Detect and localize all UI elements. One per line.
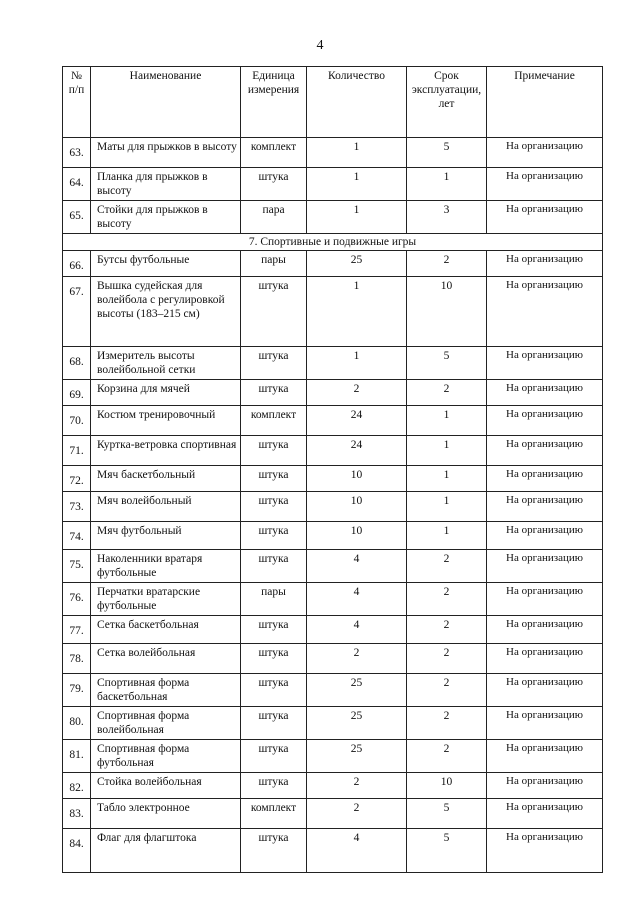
table-row	[63, 829, 603, 873]
row-number: 71.	[63, 436, 91, 466]
row-number: 66.	[63, 251, 91, 277]
row-number: 64.	[63, 168, 91, 201]
item-name: Табло электронное	[91, 799, 241, 829]
term-cell: 10	[407, 773, 487, 799]
note-cell: На организацию	[487, 138, 603, 168]
item-name: Планка для прыжков в высоту	[91, 168, 241, 201]
row-number: 72.	[63, 466, 91, 492]
quantity-cell: 25	[307, 707, 407, 740]
item-name: Наколенники вратаря футбольные	[91, 550, 241, 583]
row-number: 63.	[63, 138, 91, 168]
row-number: 68.	[63, 347, 91, 380]
quantity-cell: 25	[307, 251, 407, 277]
table-row	[63, 740, 603, 773]
unit-cell: пары	[241, 251, 307, 277]
table-row	[63, 550, 603, 583]
unit-cell: штука	[241, 616, 307, 644]
term-cell: 2	[407, 251, 487, 277]
term-cell: 2	[407, 380, 487, 406]
quantity-cell: 10	[307, 466, 407, 492]
table-body-games	[63, 251, 603, 873]
item-name: Спортивная форма волейбольная	[91, 707, 241, 740]
table-row	[63, 380, 603, 406]
unit-cell: пара	[241, 201, 307, 234]
term-cell: 1	[407, 436, 487, 466]
term-cell: 5	[407, 347, 487, 380]
row-number: 69.	[63, 380, 91, 406]
item-name: Бутсы футбольные	[91, 251, 241, 277]
table-row	[63, 466, 603, 492]
term-cell: 2	[407, 644, 487, 674]
unit-cell: штука	[241, 380, 307, 406]
unit-cell: штука	[241, 550, 307, 583]
note-cell: На организацию	[487, 492, 603, 522]
note-cell: На организацию	[487, 251, 603, 277]
table-row	[63, 168, 603, 201]
table-row	[63, 644, 603, 674]
row-number: 83.	[63, 799, 91, 829]
quantity-cell: 4	[307, 616, 407, 644]
quantity-cell: 1	[307, 347, 407, 380]
term-cell: 5	[407, 799, 487, 829]
item-name: Мяч баскетбольный	[91, 466, 241, 492]
unit-cell: штука	[241, 347, 307, 380]
item-name: Корзина для мячей	[91, 380, 241, 406]
table-section	[63, 234, 603, 251]
item-name: Спортивная форма баскетбольная	[91, 674, 241, 707]
row-number: 67.	[63, 277, 91, 347]
note-cell: На организацию	[487, 380, 603, 406]
quantity-cell: 2	[307, 799, 407, 829]
table-row	[63, 799, 603, 829]
note-cell: На организацию	[487, 616, 603, 644]
item-name: Стойка волейбольная	[91, 773, 241, 799]
row-number: 77.	[63, 616, 91, 644]
col-header-term: Срок эксплуатации, лет	[407, 67, 487, 138]
table-row	[63, 277, 603, 347]
term-cell: 2	[407, 616, 487, 644]
row-number: 73.	[63, 492, 91, 522]
note-cell: На организацию	[487, 644, 603, 674]
quantity-cell: 10	[307, 522, 407, 550]
unit-cell: штука	[241, 644, 307, 674]
quantity-cell: 4	[307, 583, 407, 616]
term-cell: 1	[407, 522, 487, 550]
section-title: 7. Спортивные и подвижные игры	[63, 234, 603, 251]
item-name: Измеритель высоты волейбольной сетки	[91, 347, 241, 380]
quantity-cell: 4	[307, 829, 407, 873]
note-cell: На организацию	[487, 347, 603, 380]
note-cell: На организацию	[487, 406, 603, 436]
table-row	[63, 347, 603, 380]
item-name: Вышка судейская для волейбола с регулировкой высоты (183–215 см)	[91, 277, 241, 347]
unit-cell: штука	[241, 168, 307, 201]
row-number: 76.	[63, 583, 91, 616]
unit-cell: штука	[241, 436, 307, 466]
table-row	[63, 201, 603, 234]
term-cell: 2	[407, 674, 487, 707]
table-row	[63, 707, 603, 740]
quantity-cell: 1	[307, 201, 407, 234]
term-cell: 1	[407, 168, 487, 201]
note-cell: На организацию	[487, 799, 603, 829]
unit-cell: комплект	[241, 799, 307, 829]
unit-cell: штука	[241, 773, 307, 799]
note-cell: На организацию	[487, 201, 603, 234]
note-cell: На организацию	[487, 674, 603, 707]
term-cell: 2	[407, 583, 487, 616]
row-number: 84.	[63, 829, 91, 873]
note-cell: На организацию	[487, 829, 603, 873]
item-name: Стойки для прыжков в высоту	[91, 201, 241, 234]
unit-cell: штука	[241, 522, 307, 550]
quantity-cell: 1	[307, 138, 407, 168]
unit-cell: штука	[241, 707, 307, 740]
note-cell: На организацию	[487, 773, 603, 799]
item-name: Перчатки вратарские футбольные	[91, 583, 241, 616]
unit-cell: комплект	[241, 406, 307, 436]
term-cell: 2	[407, 707, 487, 740]
note-cell: На организацию	[487, 277, 603, 347]
row-number: 81.	[63, 740, 91, 773]
col-header-note: Примечание	[487, 67, 603, 138]
unit-cell: комплект	[241, 138, 307, 168]
quantity-cell: 25	[307, 674, 407, 707]
row-number: 78.	[63, 644, 91, 674]
row-number: 80.	[63, 707, 91, 740]
note-cell: На организацию	[487, 583, 603, 616]
note-cell: На организацию	[487, 168, 603, 201]
table-row	[63, 492, 603, 522]
col-header-unit: Единица измерения	[241, 67, 307, 138]
note-cell: На организацию	[487, 436, 603, 466]
term-cell: 5	[407, 138, 487, 168]
equipment-table	[62, 66, 603, 873]
table-row	[63, 436, 603, 466]
col-header-name: Наименование	[91, 67, 241, 138]
table-row	[63, 522, 603, 550]
table-row	[63, 674, 603, 707]
row-number: 70.	[63, 406, 91, 436]
table-row	[63, 406, 603, 436]
item-name: Маты для прыжков в высоту	[91, 138, 241, 168]
row-number: 75.	[63, 550, 91, 583]
term-cell: 3	[407, 201, 487, 234]
item-name: Спортивная форма футбольная	[91, 740, 241, 773]
quantity-cell: 1	[307, 168, 407, 201]
note-cell: На организацию	[487, 550, 603, 583]
row-number: 65.	[63, 201, 91, 234]
table-body-athletics	[63, 138, 603, 234]
item-name: Костюм тренировочный	[91, 406, 241, 436]
col-header-number: № п/п	[63, 67, 91, 138]
section-row	[63, 234, 603, 251]
unit-cell: штука	[241, 829, 307, 873]
table-row	[63, 138, 603, 168]
item-name: Куртка-ветровка спортивная	[91, 436, 241, 466]
item-name: Сетка баскетбольная	[91, 616, 241, 644]
note-cell: На организацию	[487, 707, 603, 740]
item-name: Мяч футбольный	[91, 522, 241, 550]
quantity-cell: 25	[307, 740, 407, 773]
table-row	[63, 583, 603, 616]
item-name: Сетка волейбольная	[91, 644, 241, 674]
unit-cell: штука	[241, 277, 307, 347]
quantity-cell: 2	[307, 380, 407, 406]
term-cell: 1	[407, 406, 487, 436]
item-name: Флаг для флагштока	[91, 829, 241, 873]
quantity-cell: 4	[307, 550, 407, 583]
note-cell: На организацию	[487, 740, 603, 773]
page-number: 4	[316, 38, 324, 53]
col-header-quantity: Количество	[307, 67, 407, 138]
term-cell: 1	[407, 466, 487, 492]
quantity-cell: 10	[307, 492, 407, 522]
unit-cell: пары	[241, 583, 307, 616]
term-cell: 1	[407, 492, 487, 522]
row-number: 79.	[63, 674, 91, 707]
unit-cell: штука	[241, 466, 307, 492]
unit-cell: штука	[241, 674, 307, 707]
table-header	[63, 67, 603, 138]
term-cell: 5	[407, 829, 487, 873]
term-cell: 10	[407, 277, 487, 347]
row-number: 82.	[63, 773, 91, 799]
quantity-cell: 24	[307, 436, 407, 466]
note-cell: На организацию	[487, 466, 603, 492]
unit-cell: штука	[241, 492, 307, 522]
table-row	[63, 773, 603, 799]
quantity-cell: 1	[307, 277, 407, 347]
table-row	[63, 616, 603, 644]
note-cell: На организацию	[487, 522, 603, 550]
quantity-cell: 2	[307, 773, 407, 799]
item-name: Мяч волейбольный	[91, 492, 241, 522]
quantity-cell: 2	[307, 644, 407, 674]
equipment-table-container	[62, 66, 602, 873]
unit-cell: штука	[241, 740, 307, 773]
row-number: 74.	[63, 522, 91, 550]
term-cell: 2	[407, 550, 487, 583]
table-row	[63, 251, 603, 277]
quantity-cell: 24	[307, 406, 407, 436]
term-cell: 2	[407, 740, 487, 773]
